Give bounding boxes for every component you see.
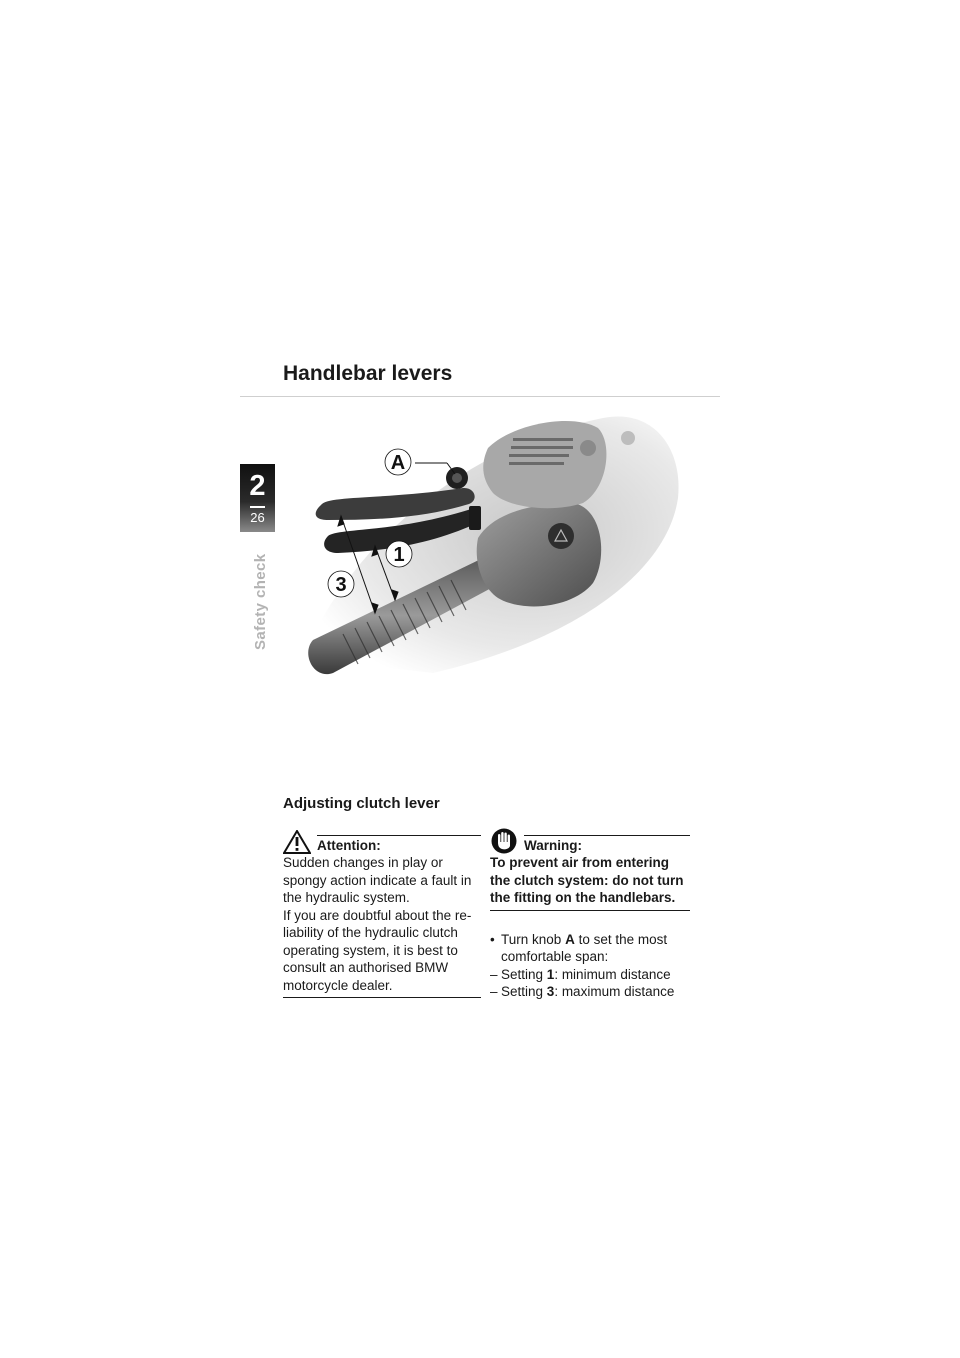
subheading: Adjusting clutch lever — [283, 795, 440, 812]
warning-line: the clutch system: do not turn — [490, 872, 684, 888]
attention-line: motorcycle dealer. — [283, 977, 393, 993]
callout-a: A — [390, 452, 406, 474]
page-title: Handlebar levers — [283, 362, 453, 385]
section-label: Safety check — [252, 553, 269, 650]
chapter-tab — [240, 464, 275, 532]
attention-line: liability of the hydraulic clutch — [283, 925, 458, 940]
note-bottom-rule — [283, 997, 481, 998]
title-divider — [240, 396, 720, 397]
page-number: 26 — [250, 510, 265, 525]
attention-line: Sudden changes in play or — [283, 855, 443, 870]
dash-marker: – — [490, 966, 498, 982]
list-item — [490, 948, 690, 966]
attention-line: operating system, it is best to — [283, 942, 458, 958]
warning-note — [490, 835, 690, 1001]
attention-line: spongy action indicate a fault in — [283, 872, 472, 888]
chapter-divider — [250, 506, 265, 508]
attention-line: If you are doubtful about the re- — [283, 907, 472, 923]
dash-marker: – — [490, 984, 498, 999]
list-item — [490, 983, 690, 1001]
attention-line: the hydraulic system. — [283, 890, 410, 905]
hand-stop-icon — [490, 828, 518, 854]
list-item-text: Setting 1: minimum distance — [501, 966, 671, 982]
warning-label: Warning: — [524, 838, 582, 853]
warning-line: the fitting on the handlebars. — [490, 890, 676, 905]
list-item-text: comfortable span: — [501, 949, 609, 964]
bullet-marker: • — [490, 931, 495, 947]
list-item-text: Setting 3: maximum distance — [501, 984, 675, 999]
attention-note — [283, 835, 481, 998]
attention-label: Attention: — [317, 838, 381, 853]
instruction-list — [490, 931, 690, 1001]
attention-line: consult an authorised BMW — [283, 960, 449, 975]
list-item — [490, 931, 690, 949]
chapter-number: 2 — [249, 470, 266, 502]
note-bottom-rule — [490, 910, 690, 911]
list-item-text: Turn knob A to set the most — [501, 931, 668, 947]
handlebar-lever-illustration — [283, 408, 688, 683]
warning-line: To prevent air from entering — [490, 855, 670, 870]
callout-3: 3 — [335, 574, 347, 596]
list-item — [490, 966, 690, 984]
attention-icon — [283, 830, 311, 854]
callout-1: 1 — [393, 544, 405, 566]
